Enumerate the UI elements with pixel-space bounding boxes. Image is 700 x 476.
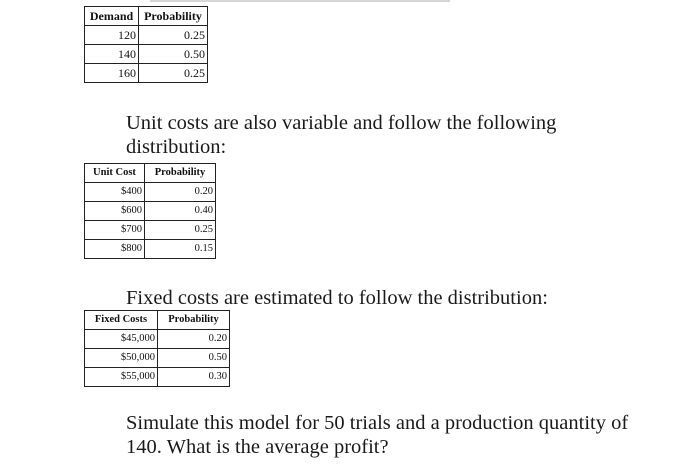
column-header-probability: Probability — [139, 7, 208, 26]
table-row — [85, 368, 230, 387]
probability-value: 0.25 — [145, 221, 216, 240]
fixed-cost-value: $45,000 — [85, 330, 158, 349]
fixed-cost-description: Fixed costs are estimated to follow the distribution: — [126, 287, 548, 309]
unit-cost-distribution-table — [84, 163, 216, 259]
unit-cost-value: $600 — [85, 202, 145, 221]
table-row — [85, 240, 216, 259]
table-header-row — [85, 7, 208, 26]
demand-value: 160 — [85, 64, 139, 83]
table-row — [85, 202, 216, 221]
table-row — [85, 26, 208, 45]
unit-cost-description: Unit costs are also variable and follow the following distribution: — [126, 112, 557, 158]
cropped-text-edge — [150, 0, 450, 2]
probability-value: 0.40 — [145, 202, 216, 221]
demand-value: 140 — [85, 45, 139, 64]
fixed-cost-distribution-table — [84, 310, 230, 387]
probability-value: 0.25 — [139, 64, 208, 83]
column-header-unit-cost: Unit Cost — [85, 164, 145, 183]
table-row — [85, 349, 230, 368]
table-row — [85, 221, 216, 240]
demand-distribution-table — [84, 6, 208, 83]
table-row — [85, 183, 216, 202]
simulation-question: Simulate this model for 50 trials and a production quantity of 140. What is the average profit? — [126, 412, 629, 458]
fixed-cost-value: $55,000 — [85, 368, 158, 387]
column-header-probability: Probability — [158, 311, 230, 330]
probability-value: 0.50 — [158, 349, 230, 368]
table-row — [85, 45, 208, 64]
probability-value: 0.30 — [158, 368, 230, 387]
unit-cost-value: $700 — [85, 221, 145, 240]
unit-cost-value: $400 — [85, 183, 145, 202]
probability-value: 0.20 — [145, 183, 216, 202]
column-header-demand: Demand — [85, 7, 139, 26]
probability-value: 0.25 — [139, 26, 208, 45]
table-row — [85, 330, 230, 349]
column-header-probability: Probability — [145, 164, 216, 183]
probability-value: 0.15 — [145, 240, 216, 259]
demand-value: 120 — [85, 26, 139, 45]
fixed-cost-value: $50,000 — [85, 349, 158, 368]
table-header-row — [85, 311, 230, 330]
table-row — [85, 64, 208, 83]
probability-value: 0.50 — [139, 45, 208, 64]
probability-value: 0.20 — [158, 330, 230, 349]
table-header-row — [85, 164, 216, 183]
column-header-fixed-costs: Fixed Costs — [85, 311, 158, 330]
unit-cost-value: $800 — [85, 240, 145, 259]
